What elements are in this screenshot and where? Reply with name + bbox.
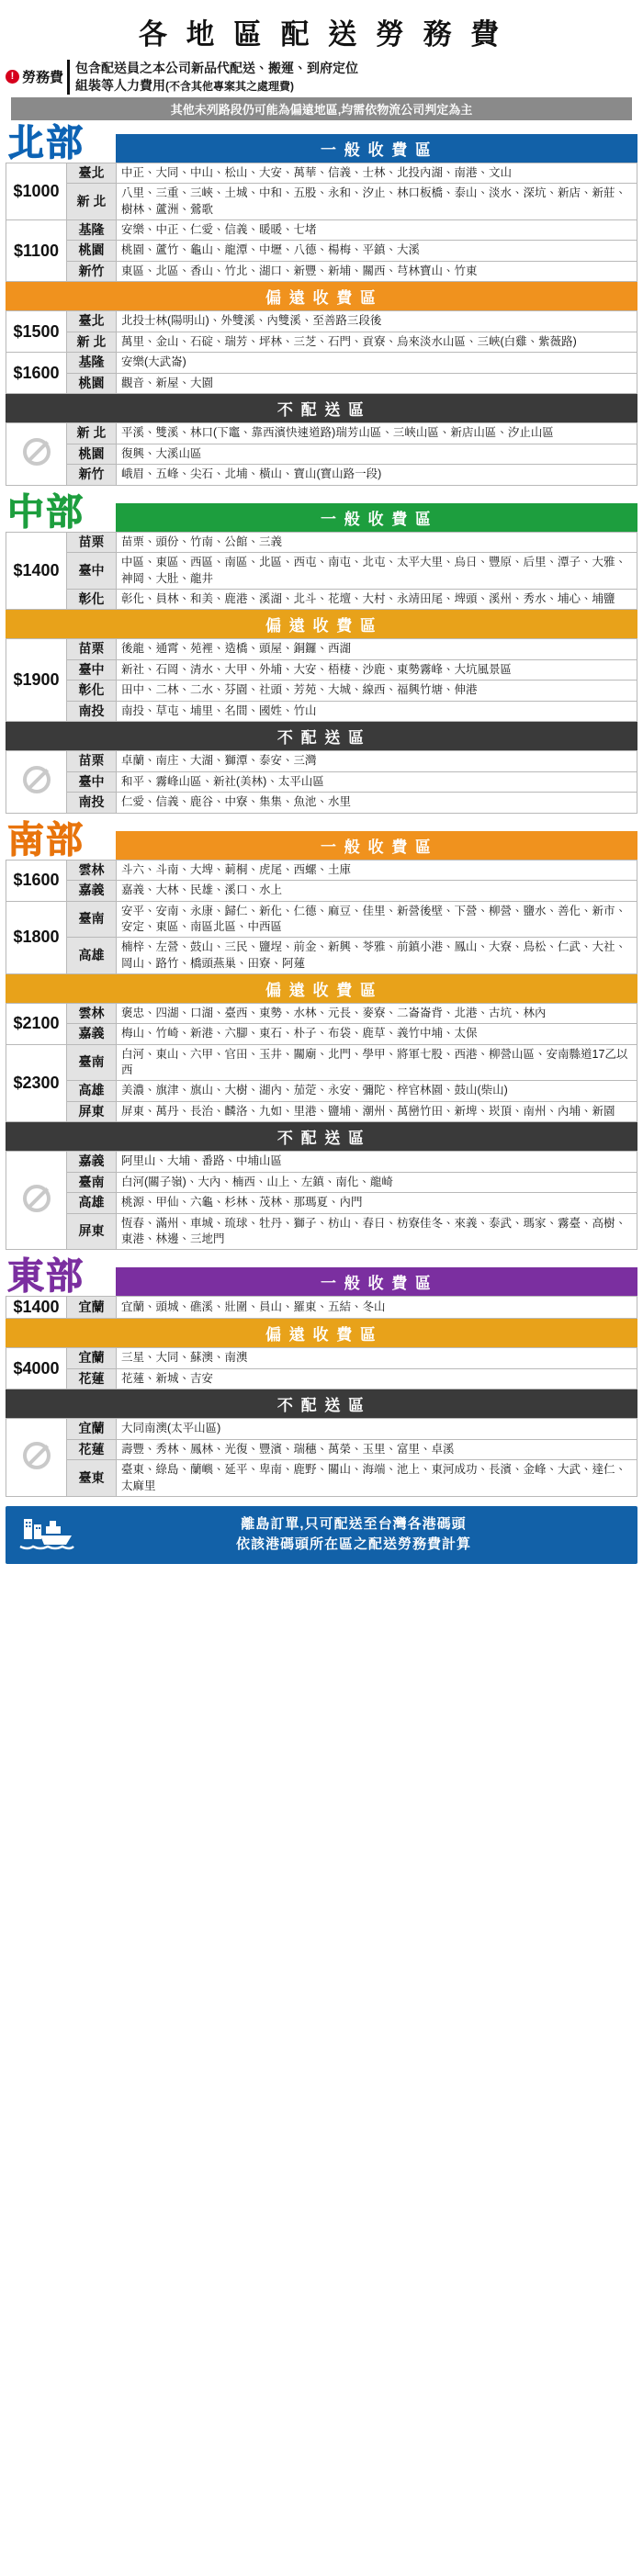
no-entry-icon [6, 423, 67, 486]
no-delivery-table [6, 422, 637, 486]
city-cell: 基隆 [67, 219, 117, 241]
city-cell: 宜蘭 [67, 1419, 117, 1440]
city-cell: 嘉義 [67, 881, 117, 902]
city-cell: 苗栗 [67, 639, 117, 660]
areas-cell: 楠梓、左營、鼓山、三民、鹽埕、前金、新興、苓雅、前鎮小港、鳳山、大寮、鳥松、仁武、大社、岡山、路竹、橋頭燕巢、田寮、阿蓮 [117, 938, 637, 974]
city-cell: 臺南 [67, 901, 117, 938]
remote-zone-band: 偏 遠 收 費 區 [6, 282, 637, 310]
table-row [6, 1460, 637, 1497]
table-row [6, 681, 637, 702]
footer-text [79, 1514, 628, 1556]
table-row [6, 938, 637, 974]
normal-zone-table [6, 163, 637, 283]
areas-cell: 三星、大同、蘇澳、南澳 [117, 1348, 637, 1369]
city-cell: 苗栗 [67, 532, 117, 553]
city-cell: 臺中 [67, 659, 117, 681]
no-delivery-table [6, 1418, 637, 1497]
footer-line1: 離島訂單,只可配送至台灣各港碼頭 [241, 1515, 467, 1532]
fee-note-line1: 包含配送員之本公司新品代配送、搬運、到府定位 [75, 61, 359, 75]
page-title: 各 地 區 配 送 勞 務 費 [138, 18, 505, 51]
price-cell: $1400 [6, 1297, 67, 1319]
areas-cell: 安平、安南、永康、歸仁、新化、仁德、麻豆、佳里、新營後壁、下營、柳營、鹽水、善化、新市、安定、東區、南區北區、中西區 [117, 901, 637, 938]
city-cell: 屏東 [67, 1101, 117, 1122]
areas-cell: 東區、北區、香山、竹北、湖口、新豐、新埔、關西、芎林寶山、竹東 [117, 261, 637, 282]
price-cell: $1600 [6, 860, 67, 901]
normal-zone-band: 一 般 收 費 區 [116, 134, 637, 163]
no-entry-icon [6, 751, 67, 814]
city-cell: 南投 [67, 701, 117, 722]
areas-cell: 宜蘭、頭城、礁溪、壯圍、員山、羅東、五結、冬山 [117, 1297, 637, 1319]
areas-cell: 後龍、通霄、苑裡、造橋、頭屋、銅鑼、西湖 [117, 639, 637, 660]
fee-note-block [0, 60, 643, 120]
city-cell: 花蓮 [67, 1368, 117, 1389]
city-cell: 臺北 [67, 163, 117, 184]
region-section [6, 1256, 637, 1497]
areas-cell: 桃源、甲仙、六龜、杉林、茂林、那瑪夏、內門 [117, 1193, 637, 1214]
city-cell: 新 北 [67, 332, 117, 353]
areas-cell: 壽豐、秀林、鳳林、光復、豐濱、瑞穗、萬榮、玉里、富里、卓溪 [117, 1439, 637, 1460]
city-cell: 屏東 [67, 1213, 117, 1250]
region-header [6, 819, 637, 861]
price-cell: $4000 [6, 1348, 67, 1389]
remote-zone-table [6, 638, 637, 722]
city-cell: 新 北 [67, 184, 117, 220]
table-row [6, 373, 637, 394]
city-cell: 南投 [67, 793, 117, 814]
city-cell: 桃園 [67, 373, 117, 394]
fee-note-line2 [75, 77, 637, 95]
table-row [6, 532, 637, 553]
city-cell: 苗栗 [67, 751, 117, 772]
table-row [6, 1348, 637, 1369]
areas-cell: 大同南澳(太平山區) [117, 1419, 637, 1440]
table-row [6, 465, 637, 486]
table-row [6, 1003, 637, 1024]
areas-cell: 斗六、斗南、大埤、莿桐、虎尾、西螺、土庫 [117, 860, 637, 881]
no-entry-icon [6, 1419, 67, 1497]
areas-cell: 白河(關子嶺)、大內、楠西、山上、左鎮、南化、龍崎 [117, 1172, 637, 1193]
fee-note-row [6, 60, 637, 95]
price-cell: $1900 [6, 639, 67, 722]
city-cell: 桃園 [67, 241, 117, 262]
table-row [6, 701, 637, 722]
table-row [6, 659, 637, 681]
city-cell: 高雄 [67, 938, 117, 974]
areas-cell: 彰化、員林、和美、鹿港、溪湖、北斗、花壇、大村、永靖田尾、埤頭、溪州、秀水、埔心、埔鹽 [117, 589, 637, 610]
price-cell: $1000 [6, 163, 67, 219]
city-cell: 嘉義 [67, 1152, 117, 1173]
table-row [6, 1101, 637, 1122]
table-row [6, 1081, 637, 1102]
remote-zone-band: 偏 遠 收 費 區 [6, 974, 637, 1003]
areas-cell: 阿里山、大埔、番路、中埔山區 [117, 1152, 637, 1173]
table-row [6, 589, 637, 610]
table-row [6, 1368, 637, 1389]
region-section [6, 491, 637, 814]
areas-cell: 峨眉、五峰、尖石、北埔、橫山、寶山(寶山路一段) [117, 465, 637, 486]
areas-cell: 恆春、滿州、車城、琉球、牡丹、獅子、枋山、春日、枋寮佳冬、來義、泰武、瑪家、霧臺、高樹、東港、林邊、三地門 [117, 1213, 637, 1250]
fee-note-label [6, 60, 67, 95]
city-cell: 臺中 [67, 553, 117, 590]
table-row [6, 901, 637, 938]
region-name: 南部 [7, 819, 85, 861]
table-row [6, 771, 637, 793]
footer-line2: 依該港碼頭所在區之配送勞務費計算 [235, 1536, 471, 1553]
city-cell: 花蓮 [67, 1439, 117, 1460]
table-row [6, 261, 637, 282]
areas-cell: 田中、二林、二水、芬園、社頭、芳苑、大城、線西、福興竹塘、伸港 [117, 681, 637, 702]
price-cell: $1800 [6, 901, 67, 973]
table-row [6, 353, 637, 374]
table-row [6, 1024, 637, 1045]
region-header [6, 491, 637, 533]
city-cell: 臺北 [67, 311, 117, 332]
price-cell: $1400 [6, 532, 67, 610]
areas-cell: 嘉義、大林、民雄、溪口、水上 [117, 881, 637, 902]
fee-note-line2-sub: (不含其他專案其之處理費) [165, 79, 295, 93]
city-cell: 雲林 [67, 1003, 117, 1024]
city-cell: 嘉義 [67, 1024, 117, 1045]
price-cell: $1100 [6, 219, 67, 282]
areas-cell: 南投、草屯、埔里、名間、國姓、竹山 [117, 701, 637, 722]
region-name: 中部 [7, 491, 85, 533]
table-row [6, 860, 637, 881]
city-cell: 彰化 [67, 681, 117, 702]
city-cell: 桃園 [67, 444, 117, 465]
table-row [6, 1193, 637, 1214]
city-cell: 高雄 [67, 1193, 117, 1214]
no-delivery-band: 不 配 送 區 [6, 394, 637, 422]
no-delivery-band: 不 配 送 區 [6, 1389, 637, 1418]
areas-cell: 新社、石岡、清水、大甲、外埔、大安、梧棲、沙鹿、東勢霧峰、大坑風景區 [117, 659, 637, 681]
region-header [6, 1256, 637, 1298]
remote-zone-table [6, 1003, 637, 1123]
city-cell: 臺南 [67, 1172, 117, 1193]
areas-cell: 和平、霧峰山區、新社(美林)、太平山區 [117, 771, 637, 793]
fee-note-label-text: 勞務費 [22, 70, 64, 86]
fee-note-strip: 其他未列路段仍可能為偏遠地區,均需依物流公司判定為主 [11, 97, 632, 120]
city-cell: 宜蘭 [67, 1348, 117, 1369]
table-row [6, 1419, 637, 1440]
areas-cell: 平溪、雙溪、林口(下竈、靠西濱快速道路)瑞芳山區、三峽山區、新店山區、汐止山區 [117, 423, 637, 444]
price-cell: $1500 [6, 311, 67, 353]
table-row [6, 1172, 637, 1193]
normal-zone-band: 一 般 收 費 區 [116, 831, 637, 860]
areas-cell: 中正、大同、中山、松山、大安、萬華、信義、士林、北投內湖、南港、文山 [117, 163, 637, 184]
areas-cell: 萬里、金山、石碇、瑞芳、坪林、三芝、石門、貢寮、烏來淡水山區、三峽(白雞、紫薇路) [117, 332, 637, 353]
city-cell: 高雄 [67, 1081, 117, 1102]
remote-zone-band: 偏 遠 收 費 區 [6, 610, 637, 638]
normal-zone-table [6, 532, 637, 611]
table-row [6, 1213, 637, 1250]
region-name: 東部 [7, 1256, 85, 1298]
city-cell: 雲林 [67, 860, 117, 881]
table-row [6, 1044, 637, 1081]
remote-zone-table [6, 1347, 637, 1389]
areas-cell: 花蓮、新城、吉安 [117, 1368, 637, 1389]
table-row [6, 793, 637, 814]
table-row [6, 751, 637, 772]
city-cell: 彰化 [67, 589, 117, 610]
areas-cell: 苗栗、頭份、竹南、公館、三義 [117, 532, 637, 553]
city-cell: 宜蘭 [67, 1297, 117, 1319]
areas-cell: 梅山、竹崎、新港、六腳、東石、朴子、布袋、鹿草、義竹中埔、太保 [117, 1024, 637, 1045]
fee-note-body [67, 60, 637, 95]
regions-container [0, 122, 643, 1497]
price-cell: $1600 [6, 353, 67, 394]
no-delivery-band: 不 配 送 區 [6, 1122, 637, 1151]
areas-cell: 卓蘭、南庄、大湖、獅潭、泰安、三灣 [117, 751, 637, 772]
region-header [6, 122, 637, 163]
table-row [6, 163, 637, 184]
table-row [6, 423, 637, 444]
price-cell: $2100 [6, 1003, 67, 1044]
normal-zone-band: 一 般 收 費 區 [116, 503, 637, 532]
city-cell: 新竹 [67, 465, 117, 486]
region-name: 北部 [7, 122, 85, 163]
table-row [6, 1152, 637, 1173]
no-delivery-table [6, 750, 637, 814]
areas-cell: 八里、三重、三峽、土城、中和、五股、永和、汐止、林口板橋、泰山、淡水、深坑、新店、新莊、樹林、蘆洲、鶯歌 [117, 184, 637, 220]
areas-cell: 白河、東山、六甲、官田、玉井、關廟、北門、學甲、將軍七股、西港、柳營山區、安南縣道17乙以西 [117, 1044, 637, 1081]
city-cell: 臺東 [67, 1460, 117, 1497]
table-row [6, 241, 637, 262]
table-row [6, 332, 637, 353]
areas-cell: 中區、東區、西區、南區、北區、西屯、南屯、北屯、太平大里、烏日、豐原、后里、潭子、大雅、神岡、大肚、龍井 [117, 553, 637, 590]
areas-cell: 屏東、萬丹、長治、麟洛、九如、里港、鹽埔、潮州、萬巒竹田、新埤、崁頂、南州、內埔、新園 [117, 1101, 637, 1122]
table-row [6, 311, 637, 332]
areas-cell: 臺東、綠島、蘭嶼、延平、卑南、鹿野、關山、海端、池上、東河成功、長濱、金峰、大武、達仁、太麻里 [117, 1460, 637, 1497]
normal-zone-band: 一 般 收 費 區 [116, 1267, 637, 1296]
areas-cell: 北投士林(陽明山)、外雙溪、內雙溪、至善路三段後 [117, 311, 637, 332]
table-row [6, 184, 637, 220]
areas-cell: 桃園、蘆竹、龜山、龍潭、中壢、八德、楊梅、平鎮、大溪 [117, 241, 637, 262]
no-delivery-band: 不 配 送 區 [6, 722, 637, 750]
table-row [6, 219, 637, 241]
no-entry-icon [6, 1152, 67, 1250]
areas-cell: 美濃、旗津、旗山、大樹、湖內、茄萣、永安、彌陀、梓官林園、鼓山(柴山) [117, 1081, 637, 1102]
city-cell: 臺中 [67, 771, 117, 793]
exclamation-icon: ! [6, 70, 19, 84]
normal-zone-table [6, 1296, 637, 1319]
no-delivery-table [6, 1151, 637, 1250]
areas-cell: 仁愛、信義、鹿谷、中寮、集集、魚池、水里 [117, 793, 637, 814]
table-row [6, 639, 637, 660]
city-cell: 臺南 [67, 1044, 117, 1081]
region-section [6, 122, 637, 486]
city-cell: 基隆 [67, 353, 117, 374]
areas-cell: 安樂、中正、仁愛、信義、暖暖、七堵 [117, 219, 637, 241]
region-section [6, 819, 637, 1251]
table-row [6, 444, 637, 465]
price-cell: $2300 [6, 1044, 67, 1122]
areas-cell: 安樂(大武崙) [117, 353, 637, 374]
table-row [6, 553, 637, 590]
normal-zone-table [6, 860, 637, 974]
port-ship-icon [15, 1513, 79, 1557]
footer-banner [6, 1506, 637, 1564]
areas-cell: 褒忠、四湖、口湖、臺西、東勢、水林、元長、麥寮、二崙崙背、北港、古坑、林內 [117, 1003, 637, 1024]
table-row [6, 1439, 637, 1460]
areas-cell: 復興、大溪山區 [117, 444, 637, 465]
fee-note-line2-main: 組裝等人力費用 [75, 77, 166, 93]
city-cell: 新竹 [67, 261, 117, 282]
table-row [6, 1297, 637, 1319]
table-row [6, 881, 637, 902]
remote-zone-band: 偏 遠 收 費 區 [6, 1319, 637, 1347]
city-cell: 新 北 [67, 423, 117, 444]
remote-zone-table [6, 310, 637, 394]
areas-cell: 觀音、新屋、大園 [117, 373, 637, 394]
